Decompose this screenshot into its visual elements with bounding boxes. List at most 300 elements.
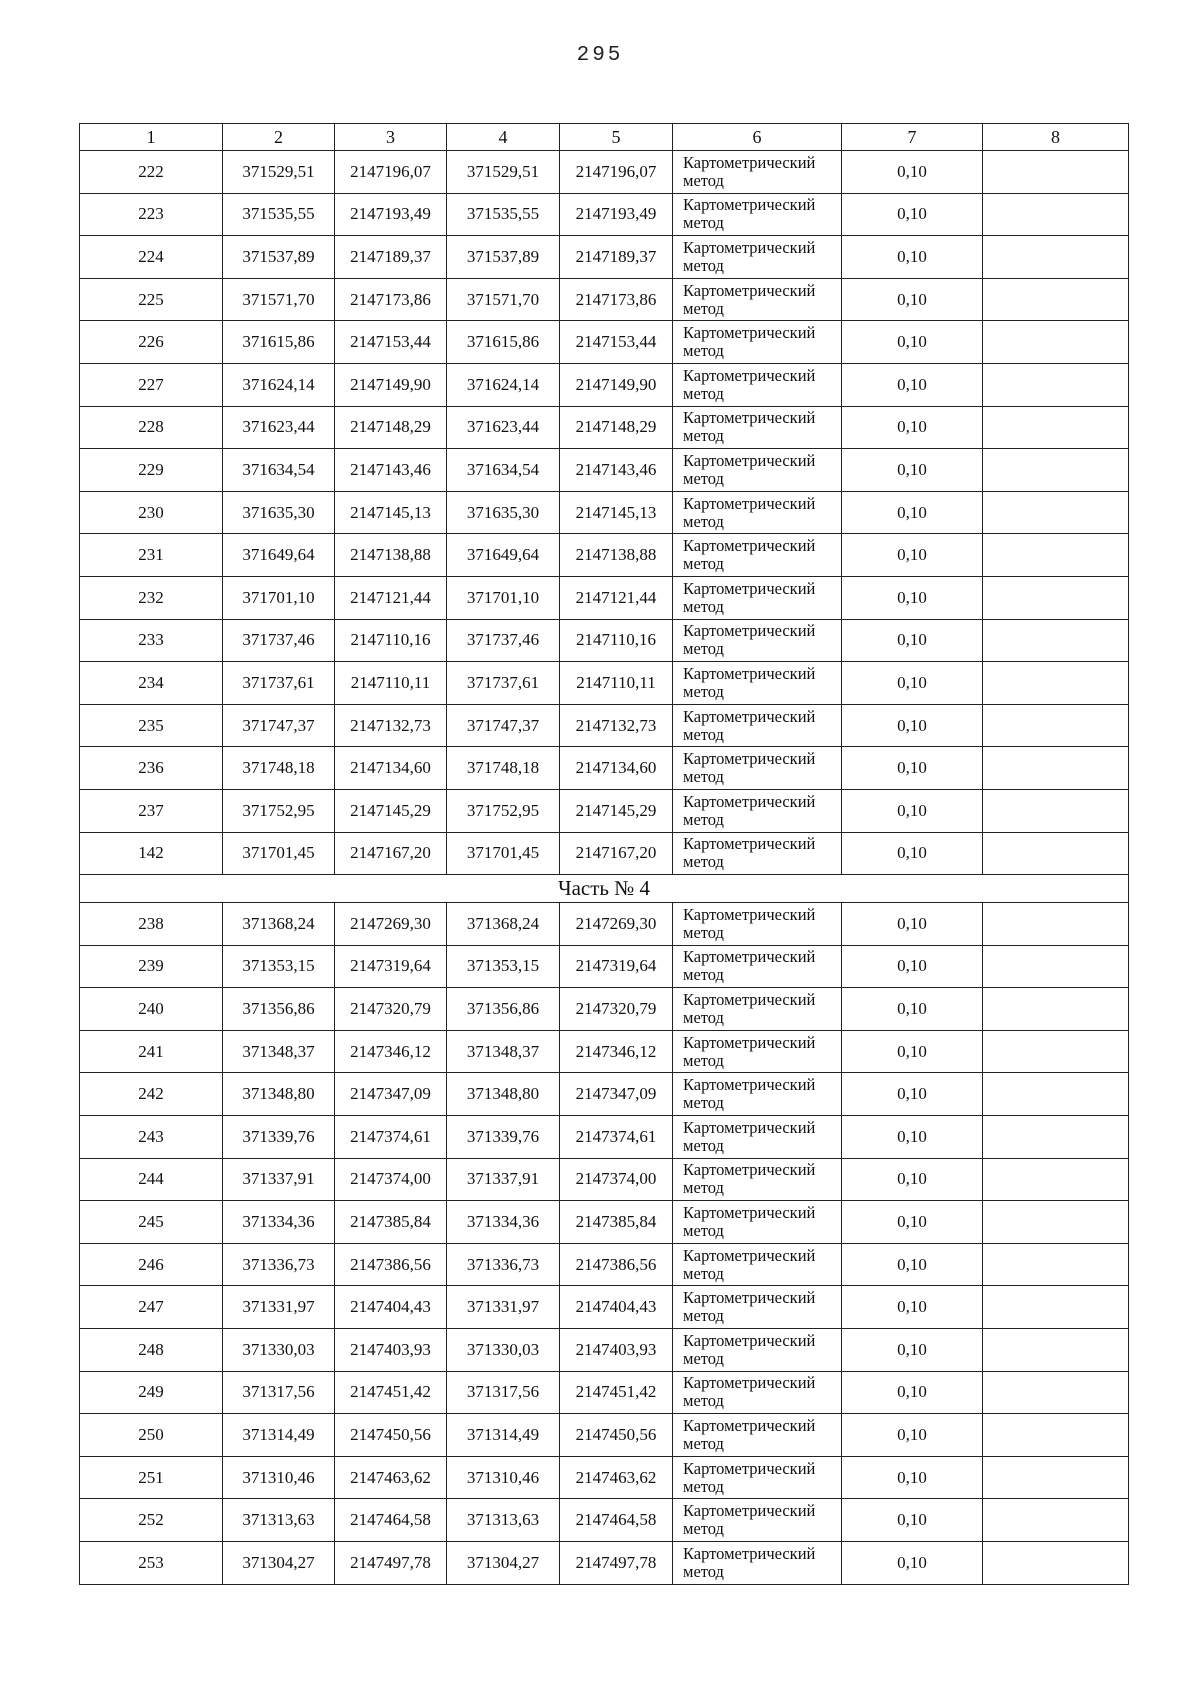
note-cell: [983, 1243, 1129, 1286]
note-cell: [983, 491, 1129, 534]
x-coord-cell: 371747,37: [223, 704, 335, 747]
accuracy-cell: 0,10: [842, 1542, 983, 1585]
method-cell: Картометрический метод: [673, 363, 842, 406]
table-row: [80, 363, 1129, 406]
accuracy-cell: 0,10: [842, 151, 983, 194]
table-row: [80, 1158, 1129, 1201]
accuracy-cell: 0,10: [842, 236, 983, 279]
x-coord-cell: 371752,95: [447, 789, 560, 832]
y-coord-cell: 2147269,30: [335, 903, 447, 946]
note-cell: [983, 1371, 1129, 1414]
note-cell: [983, 1030, 1129, 1073]
column-header: 8: [983, 124, 1129, 151]
x-coord-cell: 371571,70: [447, 278, 560, 321]
y-coord-cell: 2147464,58: [560, 1499, 673, 1542]
x-coord-cell: 371701,10: [223, 576, 335, 619]
y-coord-cell: 2147110,11: [560, 662, 673, 705]
table-row: [80, 193, 1129, 236]
accuracy-cell: 0,10: [842, 903, 983, 946]
table-row: [80, 945, 1129, 988]
note-cell: [983, 903, 1129, 946]
table-row: [80, 491, 1129, 534]
table-row: [80, 1286, 1129, 1329]
table-row: [80, 832, 1129, 875]
method-cell: Картометрический метод: [673, 236, 842, 279]
point-number-cell: 248: [80, 1329, 223, 1372]
table-row: [80, 1329, 1129, 1372]
y-coord-cell: 2147346,12: [335, 1030, 447, 1073]
y-coord-cell: 2147319,64: [560, 945, 673, 988]
point-number-cell: 245: [80, 1201, 223, 1244]
x-coord-cell: 371317,56: [447, 1371, 560, 1414]
y-coord-cell: 2147110,16: [335, 619, 447, 662]
x-coord-cell: 371339,76: [447, 1116, 560, 1159]
accuracy-cell: 0,10: [842, 1499, 983, 1542]
column-header: 4: [447, 124, 560, 151]
method-cell: Картометрический метод: [673, 945, 842, 988]
x-coord-cell: 371634,54: [223, 449, 335, 492]
page-number: 295: [576, 44, 624, 67]
point-number-cell: 252: [80, 1499, 223, 1542]
x-coord-cell: 371747,37: [447, 704, 560, 747]
x-coord-cell: 371348,37: [223, 1030, 335, 1073]
x-coord-cell: 371337,91: [223, 1158, 335, 1201]
point-number-cell: 249: [80, 1371, 223, 1414]
x-coord-cell: 371571,70: [223, 278, 335, 321]
table-row: [80, 1201, 1129, 1244]
accuracy-cell: 0,10: [842, 406, 983, 449]
method-cell: Картометрический метод: [673, 704, 842, 747]
table-row: [80, 1243, 1129, 1286]
x-coord-cell: 371304,27: [447, 1542, 560, 1585]
y-coord-cell: 2147132,73: [335, 704, 447, 747]
table-row: [80, 534, 1129, 577]
x-coord-cell: 371336,73: [447, 1243, 560, 1286]
accuracy-cell: 0,10: [842, 1371, 983, 1414]
note-cell: [983, 151, 1129, 194]
point-number-cell: 228: [80, 406, 223, 449]
x-coord-cell: 371649,64: [223, 534, 335, 577]
note-cell: [983, 1329, 1129, 1372]
table-row: [80, 704, 1129, 747]
method-cell: Картометрический метод: [673, 1158, 842, 1201]
method-cell: Картометрический метод: [673, 1499, 842, 1542]
point-number-cell: 227: [80, 363, 223, 406]
accuracy-cell: 0,10: [842, 704, 983, 747]
x-coord-cell: 371649,64: [447, 534, 560, 577]
y-coord-cell: 2147320,79: [560, 988, 673, 1031]
accuracy-cell: 0,10: [842, 988, 983, 1031]
x-coord-cell: 371353,15: [223, 945, 335, 988]
y-coord-cell: 2147463,62: [335, 1456, 447, 1499]
note-cell: [983, 236, 1129, 279]
method-cell: Картометрический метод: [673, 619, 842, 662]
table-row: [80, 619, 1129, 662]
y-coord-cell: 2147374,00: [560, 1158, 673, 1201]
note-cell: [983, 534, 1129, 577]
column-header: 5: [560, 124, 673, 151]
section-header-row: [80, 875, 1129, 903]
x-coord-cell: 371537,89: [223, 236, 335, 279]
point-number-cell: 240: [80, 988, 223, 1031]
x-coord-cell: 371310,46: [447, 1456, 560, 1499]
method-cell: Картометрический метод: [673, 576, 842, 619]
table-row: [80, 789, 1129, 832]
note-cell: [983, 363, 1129, 406]
x-coord-cell: 371331,97: [447, 1286, 560, 1329]
point-number-cell: 246: [80, 1243, 223, 1286]
y-coord-cell: 2147153,44: [335, 321, 447, 364]
y-coord-cell: 2147149,90: [560, 363, 673, 406]
table-row: [80, 321, 1129, 364]
point-number-cell: 236: [80, 747, 223, 790]
x-coord-cell: 371314,49: [447, 1414, 560, 1457]
table-row: [80, 1456, 1129, 1499]
method-cell: Картометрический метод: [673, 491, 842, 534]
method-cell: Картометрический метод: [673, 1542, 842, 1585]
x-coord-cell: 371635,30: [447, 491, 560, 534]
y-coord-cell: 2147145,29: [560, 789, 673, 832]
method-cell: Картометрический метод: [673, 1243, 842, 1286]
y-coord-cell: 2147450,56: [335, 1414, 447, 1457]
point-number-cell: 242: [80, 1073, 223, 1116]
table-row: [80, 662, 1129, 705]
point-number-cell: 247: [80, 1286, 223, 1329]
x-coord-cell: 371623,44: [447, 406, 560, 449]
x-coord-cell: 371737,61: [223, 662, 335, 705]
method-cell: Картометрический метод: [673, 988, 842, 1031]
accuracy-cell: 0,10: [842, 1030, 983, 1073]
x-coord-cell: 371368,24: [223, 903, 335, 946]
note-cell: [983, 619, 1129, 662]
y-coord-cell: 2147385,84: [560, 1201, 673, 1244]
accuracy-cell: 0,10: [842, 1201, 983, 1244]
x-coord-cell: 371748,18: [447, 747, 560, 790]
table-body: [80, 124, 1129, 1585]
note-cell: [983, 449, 1129, 492]
accuracy-cell: 0,10: [842, 278, 983, 321]
x-coord-cell: 371529,51: [223, 151, 335, 194]
accuracy-cell: 0,10: [842, 1414, 983, 1457]
x-coord-cell: 371537,89: [447, 236, 560, 279]
accuracy-cell: 0,10: [842, 789, 983, 832]
point-number-cell: 244: [80, 1158, 223, 1201]
y-coord-cell: 2147167,20: [335, 832, 447, 875]
y-coord-cell: 2147196,07: [335, 151, 447, 194]
x-coord-cell: 371353,15: [447, 945, 560, 988]
x-coord-cell: 371317,56: [223, 1371, 335, 1414]
accuracy-cell: 0,10: [842, 1286, 983, 1329]
table-row: [80, 576, 1129, 619]
y-coord-cell: 2147134,60: [560, 747, 673, 790]
y-coord-cell: 2147148,29: [335, 406, 447, 449]
y-coord-cell: 2147403,93: [335, 1329, 447, 1372]
note-cell: [983, 278, 1129, 321]
y-coord-cell: 2147403,93: [560, 1329, 673, 1372]
point-number-cell: 238: [80, 903, 223, 946]
point-number-cell: 226: [80, 321, 223, 364]
x-coord-cell: 371304,27: [223, 1542, 335, 1585]
accuracy-cell: 0,10: [842, 747, 983, 790]
y-coord-cell: 2147193,49: [560, 193, 673, 236]
accuracy-cell: 0,10: [842, 321, 983, 364]
y-coord-cell: 2147497,78: [560, 1542, 673, 1585]
point-number-cell: 253: [80, 1542, 223, 1585]
point-number-cell: 232: [80, 576, 223, 619]
y-coord-cell: 2147153,44: [560, 321, 673, 364]
x-coord-cell: 371615,86: [447, 321, 560, 364]
y-coord-cell: 2147121,44: [335, 576, 447, 619]
note-cell: [983, 406, 1129, 449]
method-cell: Картометрический метод: [673, 1329, 842, 1372]
x-coord-cell: 371624,14: [223, 363, 335, 406]
y-coord-cell: 2147145,29: [335, 789, 447, 832]
x-coord-cell: 371348,80: [447, 1073, 560, 1116]
accuracy-cell: 0,10: [842, 1116, 983, 1159]
method-cell: Картометрический метод: [673, 747, 842, 790]
point-number-cell: 241: [80, 1030, 223, 1073]
column-header: 1: [80, 124, 223, 151]
accuracy-cell: 0,10: [842, 1456, 983, 1499]
y-coord-cell: 2147149,90: [335, 363, 447, 406]
accuracy-cell: 0,10: [842, 1329, 983, 1372]
y-coord-cell: 2147451,42: [335, 1371, 447, 1414]
x-coord-cell: 371336,73: [223, 1243, 335, 1286]
note-cell: [983, 704, 1129, 747]
note-cell: [983, 1073, 1129, 1116]
note-cell: [983, 988, 1129, 1031]
accuracy-cell: 0,10: [842, 945, 983, 988]
point-number-cell: 225: [80, 278, 223, 321]
accuracy-cell: 0,10: [842, 1073, 983, 1116]
table-row: [80, 278, 1129, 321]
x-coord-cell: 371752,95: [223, 789, 335, 832]
table-row: [80, 1499, 1129, 1542]
y-coord-cell: 2147145,13: [335, 491, 447, 534]
y-coord-cell: 2147145,13: [560, 491, 673, 534]
method-cell: Картометрический метод: [673, 662, 842, 705]
y-coord-cell: 2147138,88: [335, 534, 447, 577]
point-number-cell: 235: [80, 704, 223, 747]
x-coord-cell: 371737,61: [447, 662, 560, 705]
accuracy-cell: 0,10: [842, 534, 983, 577]
table-row: [80, 236, 1129, 279]
y-coord-cell: 2147347,09: [560, 1073, 673, 1116]
y-coord-cell: 2147134,60: [335, 747, 447, 790]
point-number-cell: 229: [80, 449, 223, 492]
point-number-cell: 222: [80, 151, 223, 194]
table-row: [80, 903, 1129, 946]
y-coord-cell: 2147386,56: [560, 1243, 673, 1286]
method-cell: Картометрический метод: [673, 278, 842, 321]
x-coord-cell: 371737,46: [447, 619, 560, 662]
point-number-cell: 250: [80, 1414, 223, 1457]
method-cell: Картометрический метод: [673, 1456, 842, 1499]
method-cell: Картометрический метод: [673, 1371, 842, 1414]
note-cell: [983, 193, 1129, 236]
y-coord-cell: 2147167,20: [560, 832, 673, 875]
column-header: 2: [223, 124, 335, 151]
y-coord-cell: 2147450,56: [560, 1414, 673, 1457]
table-row: [80, 1116, 1129, 1159]
x-coord-cell: 371348,80: [223, 1073, 335, 1116]
x-coord-cell: 371337,91: [447, 1158, 560, 1201]
note-cell: [983, 945, 1129, 988]
x-coord-cell: 371330,03: [223, 1329, 335, 1372]
y-coord-cell: 2147173,86: [335, 278, 447, 321]
x-coord-cell: 371368,24: [447, 903, 560, 946]
table-row: [80, 1542, 1129, 1585]
accuracy-cell: 0,10: [842, 363, 983, 406]
table-row: [80, 151, 1129, 194]
table-row: [80, 449, 1129, 492]
y-coord-cell: 2147148,29: [560, 406, 673, 449]
x-coord-cell: 371313,63: [223, 1499, 335, 1542]
note-cell: [983, 789, 1129, 832]
method-cell: Картометрический метод: [673, 903, 842, 946]
y-coord-cell: 2147143,46: [335, 449, 447, 492]
x-coord-cell: 371737,46: [223, 619, 335, 662]
x-coord-cell: 371529,51: [447, 151, 560, 194]
table-row: [80, 1371, 1129, 1414]
x-coord-cell: 371748,18: [223, 747, 335, 790]
point-number-cell: 231: [80, 534, 223, 577]
accuracy-cell: 0,10: [842, 193, 983, 236]
x-coord-cell: 371701,10: [447, 576, 560, 619]
point-number-cell: 224: [80, 236, 223, 279]
note-cell: [983, 1542, 1129, 1585]
table-row: [80, 406, 1129, 449]
method-cell: Картометрический метод: [673, 449, 842, 492]
x-coord-cell: 371331,97: [223, 1286, 335, 1329]
y-coord-cell: 2147132,73: [560, 704, 673, 747]
column-header: 7: [842, 124, 983, 151]
x-coord-cell: 371624,14: [447, 363, 560, 406]
y-coord-cell: 2147110,11: [335, 662, 447, 705]
method-cell: Картометрический метод: [673, 151, 842, 194]
method-cell: Картометрический метод: [673, 1201, 842, 1244]
x-coord-cell: 371314,49: [223, 1414, 335, 1457]
point-number-cell: 234: [80, 662, 223, 705]
note-cell: [983, 1456, 1129, 1499]
y-coord-cell: 2147269,30: [560, 903, 673, 946]
x-coord-cell: 371635,30: [223, 491, 335, 534]
x-coord-cell: 371339,76: [223, 1116, 335, 1159]
point-number-cell: 243: [80, 1116, 223, 1159]
y-coord-cell: 2147173,86: [560, 278, 673, 321]
note-cell: [983, 321, 1129, 364]
table-header-row: [80, 124, 1129, 151]
y-coord-cell: 2147464,58: [335, 1499, 447, 1542]
method-cell: Картометрический метод: [673, 321, 842, 364]
x-coord-cell: 371615,86: [223, 321, 335, 364]
accuracy-cell: 0,10: [842, 619, 983, 662]
accuracy-cell: 0,10: [842, 449, 983, 492]
x-coord-cell: 371334,36: [447, 1201, 560, 1244]
method-cell: Картометрический метод: [673, 406, 842, 449]
column-header: 6: [673, 124, 842, 151]
note-cell: [983, 576, 1129, 619]
x-coord-cell: 371348,37: [447, 1030, 560, 1073]
y-coord-cell: 2147463,62: [560, 1456, 673, 1499]
x-coord-cell: 371330,03: [447, 1329, 560, 1372]
method-cell: Картометрический метод: [673, 534, 842, 577]
x-coord-cell: 371356,86: [223, 988, 335, 1031]
y-coord-cell: 2147319,64: [335, 945, 447, 988]
method-cell: Картометрический метод: [673, 1073, 842, 1116]
x-coord-cell: 371313,63: [447, 1499, 560, 1542]
method-cell: Картометрический метод: [673, 789, 842, 832]
table-row: [80, 1073, 1129, 1116]
y-coord-cell: 2147189,37: [335, 236, 447, 279]
method-cell: Картометрический метод: [673, 1030, 842, 1073]
point-number-cell: 230: [80, 491, 223, 534]
note-cell: [983, 747, 1129, 790]
x-coord-cell: 371623,44: [223, 406, 335, 449]
x-coord-cell: 371535,55: [447, 193, 560, 236]
y-coord-cell: 2147374,00: [335, 1158, 447, 1201]
point-number-cell: 223: [80, 193, 223, 236]
method-cell: Картометрический метод: [673, 1414, 842, 1457]
y-coord-cell: 2147193,49: [335, 193, 447, 236]
method-cell: Картометрический метод: [673, 193, 842, 236]
point-number-cell: 251: [80, 1456, 223, 1499]
table-row: [80, 747, 1129, 790]
accuracy-cell: 0,10: [842, 1158, 983, 1201]
y-coord-cell: 2147196,07: [560, 151, 673, 194]
note-cell: [983, 1201, 1129, 1244]
x-coord-cell: 371701,45: [447, 832, 560, 875]
table-row: [80, 1414, 1129, 1457]
y-coord-cell: 2147143,46: [560, 449, 673, 492]
method-cell: Картометрический метод: [673, 832, 842, 875]
method-cell: Картометрический метод: [673, 1286, 842, 1329]
x-coord-cell: 371535,55: [223, 193, 335, 236]
table-row: [80, 988, 1129, 1031]
x-coord-cell: 371334,36: [223, 1201, 335, 1244]
y-coord-cell: 2147385,84: [335, 1201, 447, 1244]
y-coord-cell: 2147451,42: [560, 1371, 673, 1414]
accuracy-cell: 0,10: [842, 662, 983, 705]
y-coord-cell: 2147374,61: [335, 1116, 447, 1159]
y-coord-cell: 2147497,78: [335, 1542, 447, 1585]
point-number-cell: 239: [80, 945, 223, 988]
note-cell: [983, 832, 1129, 875]
y-coord-cell: 2147347,09: [335, 1073, 447, 1116]
note-cell: [983, 1286, 1129, 1329]
section-title: Часть № 4: [80, 875, 1129, 903]
y-coord-cell: 2147404,43: [335, 1286, 447, 1329]
accuracy-cell: 0,10: [842, 491, 983, 534]
y-coord-cell: 2147346,12: [560, 1030, 673, 1073]
x-coord-cell: 371701,45: [223, 832, 335, 875]
note-cell: [983, 1158, 1129, 1201]
note-cell: [983, 1116, 1129, 1159]
note-cell: [983, 1414, 1129, 1457]
y-coord-cell: 2147138,88: [560, 534, 673, 577]
table-row: [80, 1030, 1129, 1073]
column-header: 3: [335, 124, 447, 151]
y-coord-cell: 2147121,44: [560, 576, 673, 619]
x-coord-cell: 371356,86: [447, 988, 560, 1031]
accuracy-cell: 0,10: [842, 1243, 983, 1286]
y-coord-cell: 2147374,61: [560, 1116, 673, 1159]
point-number-cell: 233: [80, 619, 223, 662]
y-coord-cell: 2147189,37: [560, 236, 673, 279]
method-cell: Картометрический метод: [673, 1116, 842, 1159]
x-coord-cell: 371634,54: [447, 449, 560, 492]
point-number-cell: 237: [80, 789, 223, 832]
